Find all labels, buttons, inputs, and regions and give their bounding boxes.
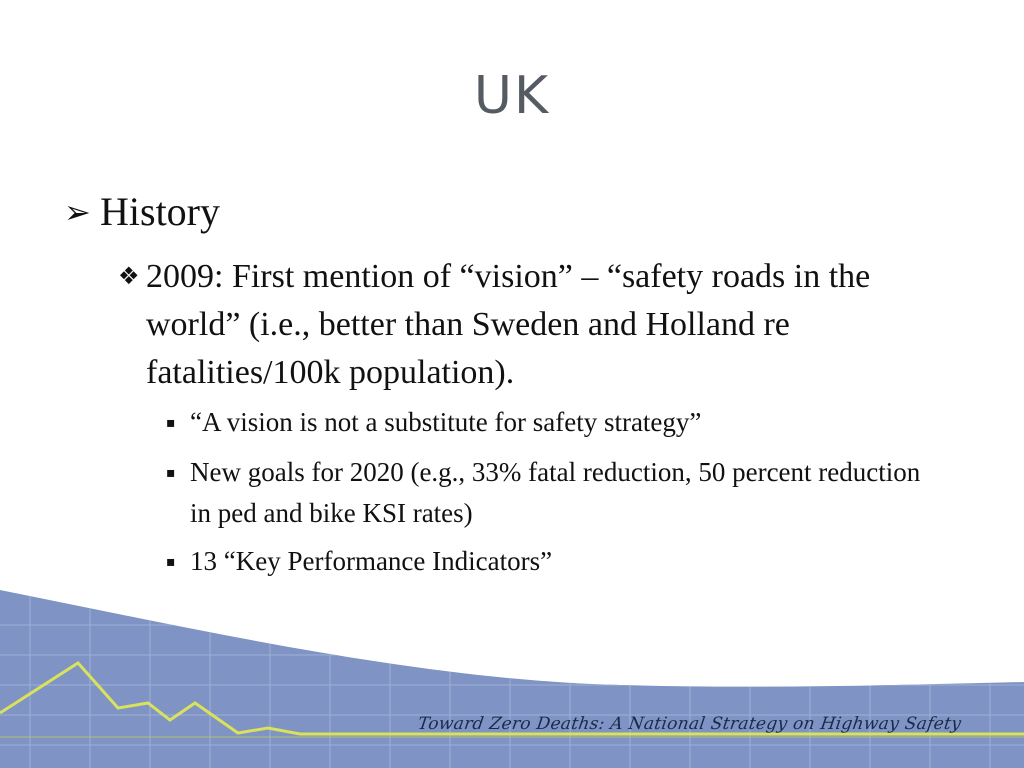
- subpoint: [166, 402, 930, 443]
- heading-text: History: [100, 189, 220, 234]
- subpoint-text: New goals for 2020 (e.g., 33% fatal reduction, 50 percent reduction in ped and bike KSI rates): [190, 457, 921, 528]
- arrow-bullet-icon: ➢: [64, 193, 91, 231]
- main-point: [118, 252, 938, 397]
- subpoint-text: 13 “Key Performance Indicators”: [190, 546, 553, 576]
- slide-title: UK: [473, 66, 551, 126]
- square-bullet-icon: ▪: [166, 465, 176, 481]
- subpoint: [166, 541, 930, 582]
- square-bullet-icon: ▪: [166, 415, 176, 431]
- subpoint-text: “A vision is not a substitute for safety strategy”: [190, 407, 702, 437]
- subpoint: [166, 452, 930, 533]
- heading-history: [64, 188, 220, 235]
- footer-wave-graphic: [0, 585, 1024, 768]
- footer-tagline: Toward Zero Deaths: A National Strategy on Highway Safety: [416, 714, 963, 734]
- main-point-text: 2009: First mention of “vision” – “safety roads in the world” (i.e., better than Sweden and Holland re fatalities/100k population).: [146, 258, 871, 391]
- square-bullet-icon: ▪: [166, 554, 176, 570]
- diamond-bullet-icon: ❖: [118, 262, 140, 290]
